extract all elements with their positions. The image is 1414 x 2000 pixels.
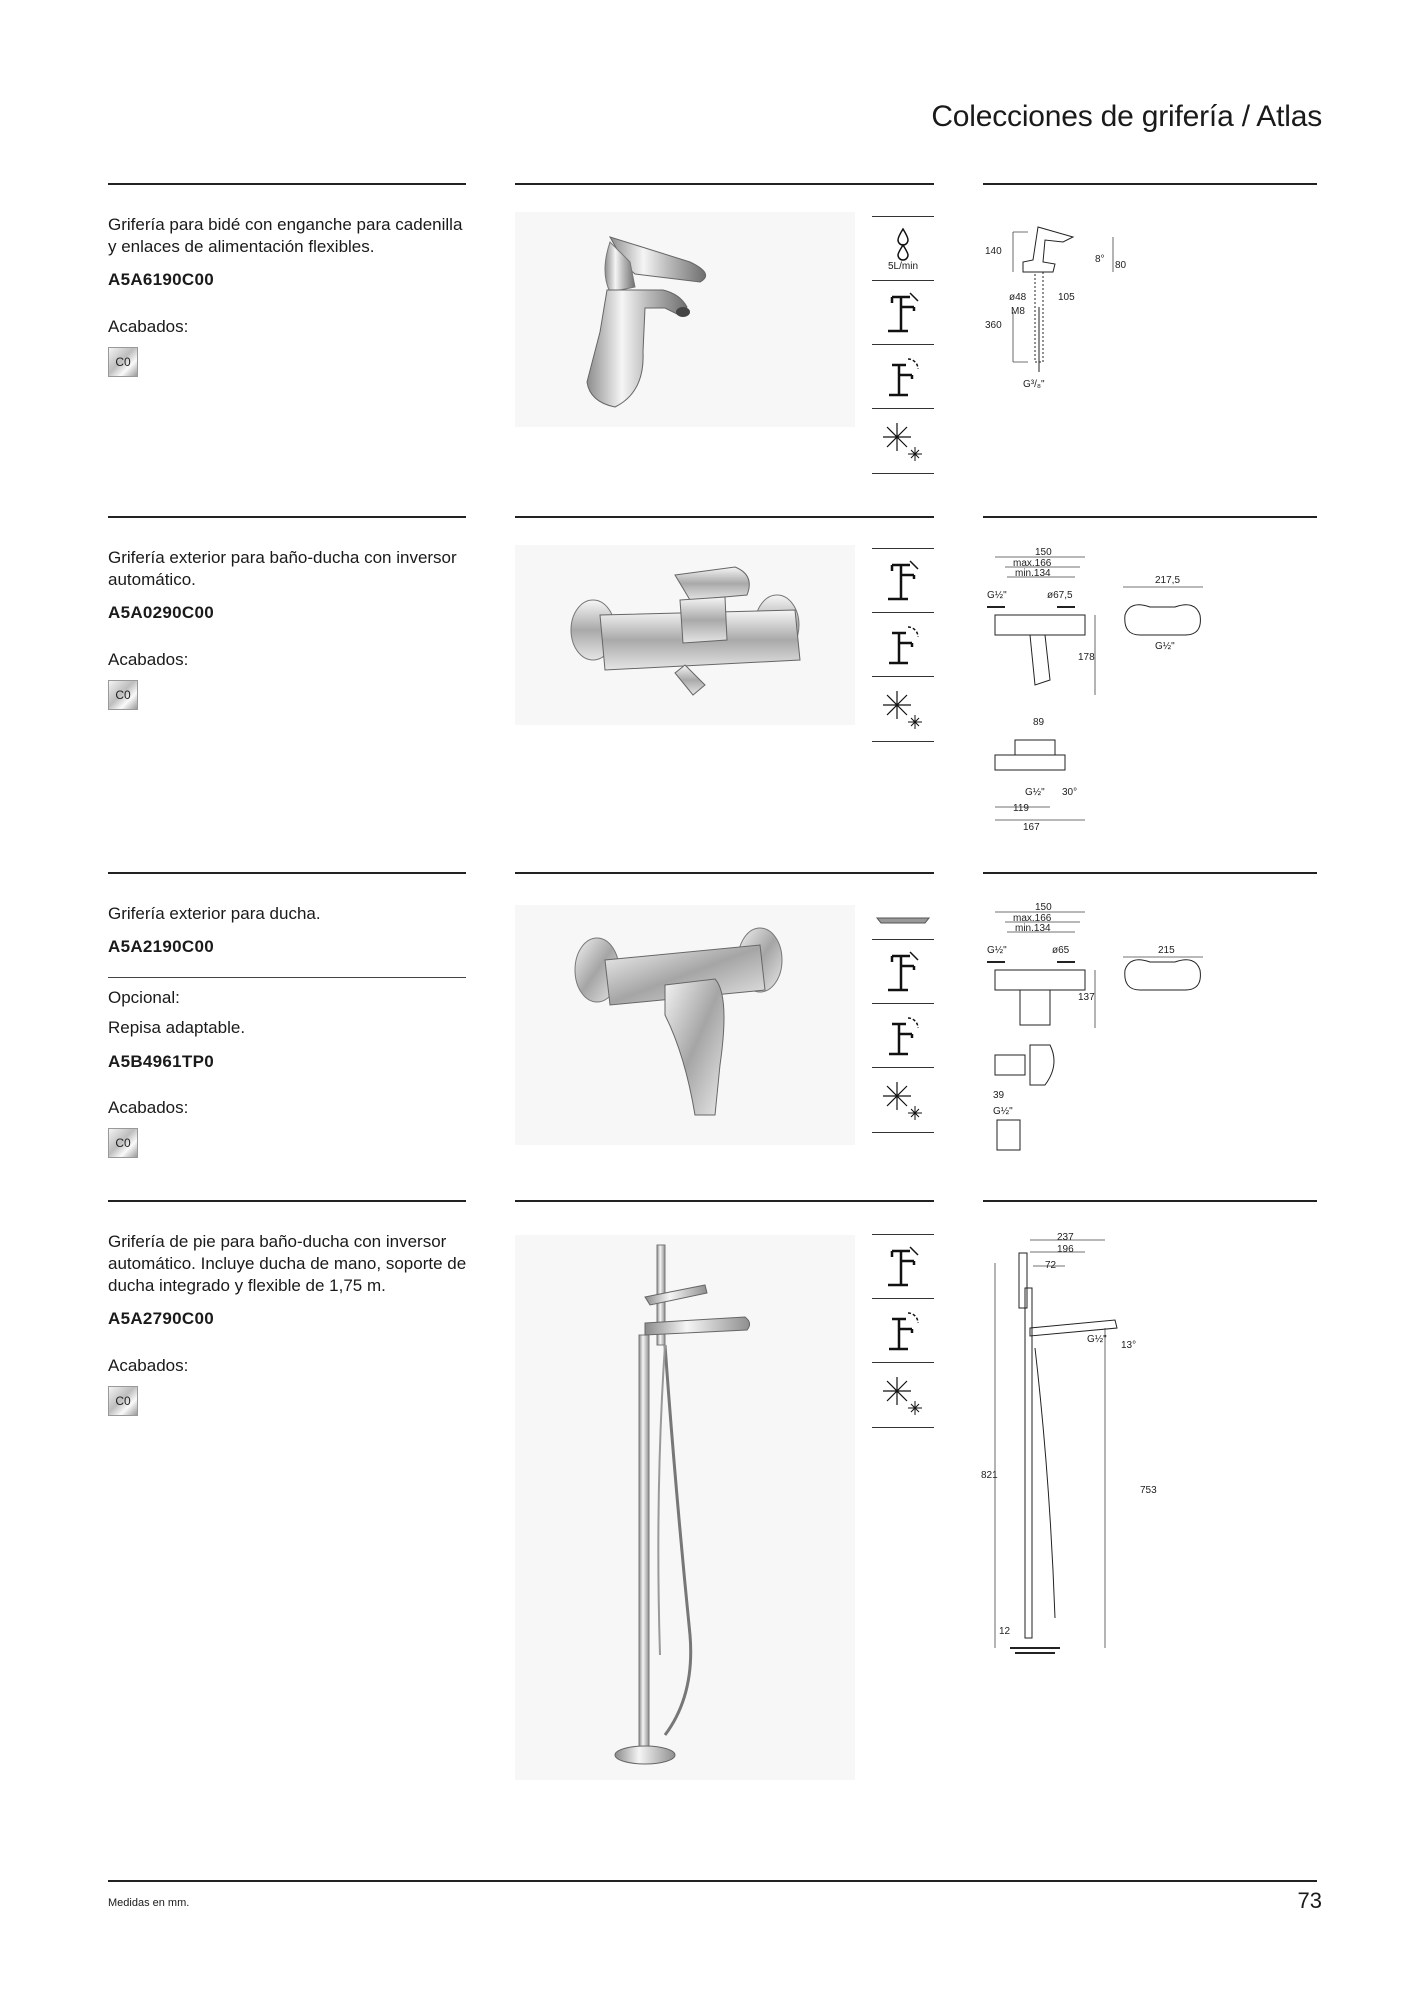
dim-label: G½" bbox=[1025, 787, 1045, 798]
dim-label: 119 bbox=[1013, 803, 1029, 814]
dim-label: max.166 bbox=[1013, 558, 1052, 569]
dim-label: 12 bbox=[999, 1626, 1011, 1637]
icon-cell bbox=[872, 939, 934, 1004]
finishes-label: Acabados: bbox=[108, 1098, 189, 1117]
icon-cell bbox=[872, 1003, 934, 1068]
shelf-icon bbox=[873, 914, 933, 926]
dim-label: G½" bbox=[993, 1106, 1013, 1117]
dim-label: 753 bbox=[1140, 1485, 1157, 1496]
product-code: A5A6190C00 bbox=[108, 270, 215, 289]
finishes-label: Acabados: bbox=[108, 317, 189, 336]
feature-icons bbox=[872, 1234, 934, 1434]
dim-label: ø67,5 bbox=[1047, 590, 1073, 601]
product-photo bbox=[515, 212, 855, 427]
dim-label: 217,5 bbox=[1155, 575, 1181, 586]
technical-drawing bbox=[983, 212, 1143, 402]
flow-rate-cell bbox=[872, 216, 934, 281]
dim-label: G³/₈" bbox=[1023, 379, 1045, 390]
dim-label: 360 bbox=[985, 320, 1002, 331]
shower-dimension-drawing bbox=[975, 900, 1235, 1165]
dim-label: G½" bbox=[987, 590, 1007, 601]
dim-label: 30° bbox=[1062, 787, 1078, 798]
dim-label: 237 bbox=[1057, 1232, 1074, 1243]
measurements-note: Medidas en mm. bbox=[108, 1897, 190, 1909]
dim-label: 821 bbox=[981, 1470, 998, 1481]
flow-rate-label: 5L/min bbox=[887, 260, 918, 272]
finishes-label: Acabados: bbox=[108, 1356, 189, 1375]
icon-cell bbox=[872, 280, 934, 345]
bidet-dimension-drawing bbox=[983, 212, 1143, 402]
product-description: Grifería para bidé con enganche para cadenilla y enlaces de alimentación flexibles. bbox=[108, 215, 463, 256]
divider bbox=[983, 516, 1317, 518]
freestanding-dimension-drawing bbox=[975, 1228, 1175, 1678]
eco-lever-icon bbox=[884, 1309, 922, 1353]
divider bbox=[108, 183, 466, 185]
product-description: Grifería exterior para ducha. bbox=[108, 904, 321, 923]
page-title: Colecciones de grifería / Atlas bbox=[931, 100, 1322, 133]
dim-label: 105 bbox=[1058, 292, 1075, 303]
divider bbox=[108, 1200, 466, 1202]
dim-label: 140 bbox=[985, 246, 1002, 257]
dim-label: 72 bbox=[1045, 1260, 1057, 1271]
feature-icons bbox=[872, 905, 934, 1137]
freestanding-bath-mixer-image bbox=[515, 1235, 855, 1780]
dim-label: 80 bbox=[1115, 260, 1127, 271]
divider bbox=[515, 516, 934, 518]
page-number: 73 bbox=[1297, 1888, 1322, 1913]
feature-icons bbox=[872, 548, 934, 744]
eco-lever-icon bbox=[884, 355, 922, 399]
divider bbox=[983, 872, 1317, 874]
dim-label: 178 bbox=[1078, 652, 1095, 663]
icon-cell bbox=[872, 1067, 934, 1133]
finish-swatch[interactable]: C0 bbox=[108, 347, 138, 377]
product-photo bbox=[515, 545, 855, 725]
eco-lever-icon bbox=[884, 623, 922, 667]
product-photo bbox=[515, 905, 855, 1145]
icon-cell bbox=[872, 548, 934, 613]
dim-label: 150 bbox=[1035, 547, 1052, 558]
finish-swatch[interactable]: C0 bbox=[108, 680, 138, 710]
divider bbox=[108, 872, 466, 874]
eco-lever-icon bbox=[884, 1014, 922, 1058]
shower-mixer-image bbox=[515, 905, 855, 1145]
chrome-finish-icon bbox=[881, 687, 925, 731]
cold-start-icon bbox=[884, 559, 922, 603]
dim-label: 167 bbox=[1023, 822, 1040, 833]
dim-label: G½" bbox=[987, 945, 1007, 956]
dim-label: M8 bbox=[1011, 306, 1025, 317]
bath-shower-dimension-drawing bbox=[975, 545, 1235, 835]
divider bbox=[983, 1200, 1317, 1202]
dim-label: min.134 bbox=[1015, 568, 1051, 579]
divider bbox=[515, 1200, 934, 1202]
divider bbox=[515, 872, 934, 874]
chrome-finish-icon bbox=[881, 419, 925, 463]
dim-label: 8° bbox=[1095, 254, 1105, 265]
dim-label: 13° bbox=[1121, 1340, 1137, 1351]
icon-cell bbox=[872, 1234, 934, 1299]
finishes-label: Acabados: bbox=[108, 650, 189, 669]
dim-label: 89 bbox=[1033, 717, 1045, 728]
dim-label: ø65 bbox=[1052, 945, 1070, 956]
chrome-finish-icon bbox=[881, 1078, 925, 1122]
dim-label: ø48 bbox=[1009, 292, 1027, 303]
dim-label: 39 bbox=[993, 1090, 1005, 1101]
icon-cell bbox=[872, 676, 934, 742]
finish-swatch[interactable]: C0 bbox=[108, 1386, 138, 1416]
bidet-faucet-image bbox=[515, 212, 855, 427]
icon-cell bbox=[872, 408, 934, 474]
optional-label: Opcional: bbox=[108, 988, 180, 1007]
divider bbox=[108, 516, 466, 518]
dim-label: 196 bbox=[1057, 1244, 1074, 1255]
chrome-finish-icon bbox=[881, 1373, 925, 1417]
dim-label: max.166 bbox=[1013, 913, 1052, 924]
divider bbox=[108, 977, 466, 978]
finish-swatch[interactable]: C0 bbox=[108, 1128, 138, 1158]
dim-label: G½" bbox=[1087, 1334, 1107, 1345]
product-code: A5A0290C00 bbox=[108, 603, 215, 622]
product-description: Grifería de pie para baño-ducha con inversor automático. Incluye ducha de mano, soporte de ducha integrado y flexible de 1,75 m. bbox=[108, 1232, 467, 1295]
divider bbox=[983, 183, 1317, 185]
dim-label: 215 bbox=[1158, 945, 1175, 956]
product-description: Grifería exterior para baño-ducha con inversor automático. bbox=[108, 548, 457, 589]
product-code: A5A2790C00 bbox=[108, 1309, 215, 1328]
technical-drawing bbox=[975, 900, 1235, 1165]
technical-drawing bbox=[975, 545, 1235, 835]
icon-cell bbox=[872, 344, 934, 409]
dim-label: min.134 bbox=[1015, 923, 1051, 934]
divider bbox=[515, 183, 934, 185]
cold-start-icon bbox=[884, 950, 922, 994]
technical-drawing bbox=[975, 1228, 1175, 1678]
product-code: A5A2190C00 bbox=[108, 937, 215, 956]
footer-divider bbox=[108, 1880, 1317, 1882]
icon-cell bbox=[872, 905, 934, 935]
dim-label: 150 bbox=[1035, 902, 1052, 913]
dim-label: 137 bbox=[1078, 992, 1095, 1003]
dim-label: G½" bbox=[1155, 641, 1175, 652]
optional-item: Repisa adaptable. bbox=[108, 1018, 246, 1037]
icon-cell bbox=[872, 612, 934, 677]
water-drop-icon bbox=[894, 227, 912, 261]
cold-start-icon bbox=[884, 1245, 922, 1289]
bath-shower-mixer-image bbox=[515, 545, 855, 725]
icon-cell bbox=[872, 1362, 934, 1428]
icon-cell bbox=[872, 1298, 934, 1363]
product-photo bbox=[515, 1235, 855, 1780]
cold-start-icon bbox=[884, 291, 922, 335]
feature-icons bbox=[872, 216, 934, 478]
optional-code: A5B4961TP0 bbox=[108, 1052, 215, 1071]
